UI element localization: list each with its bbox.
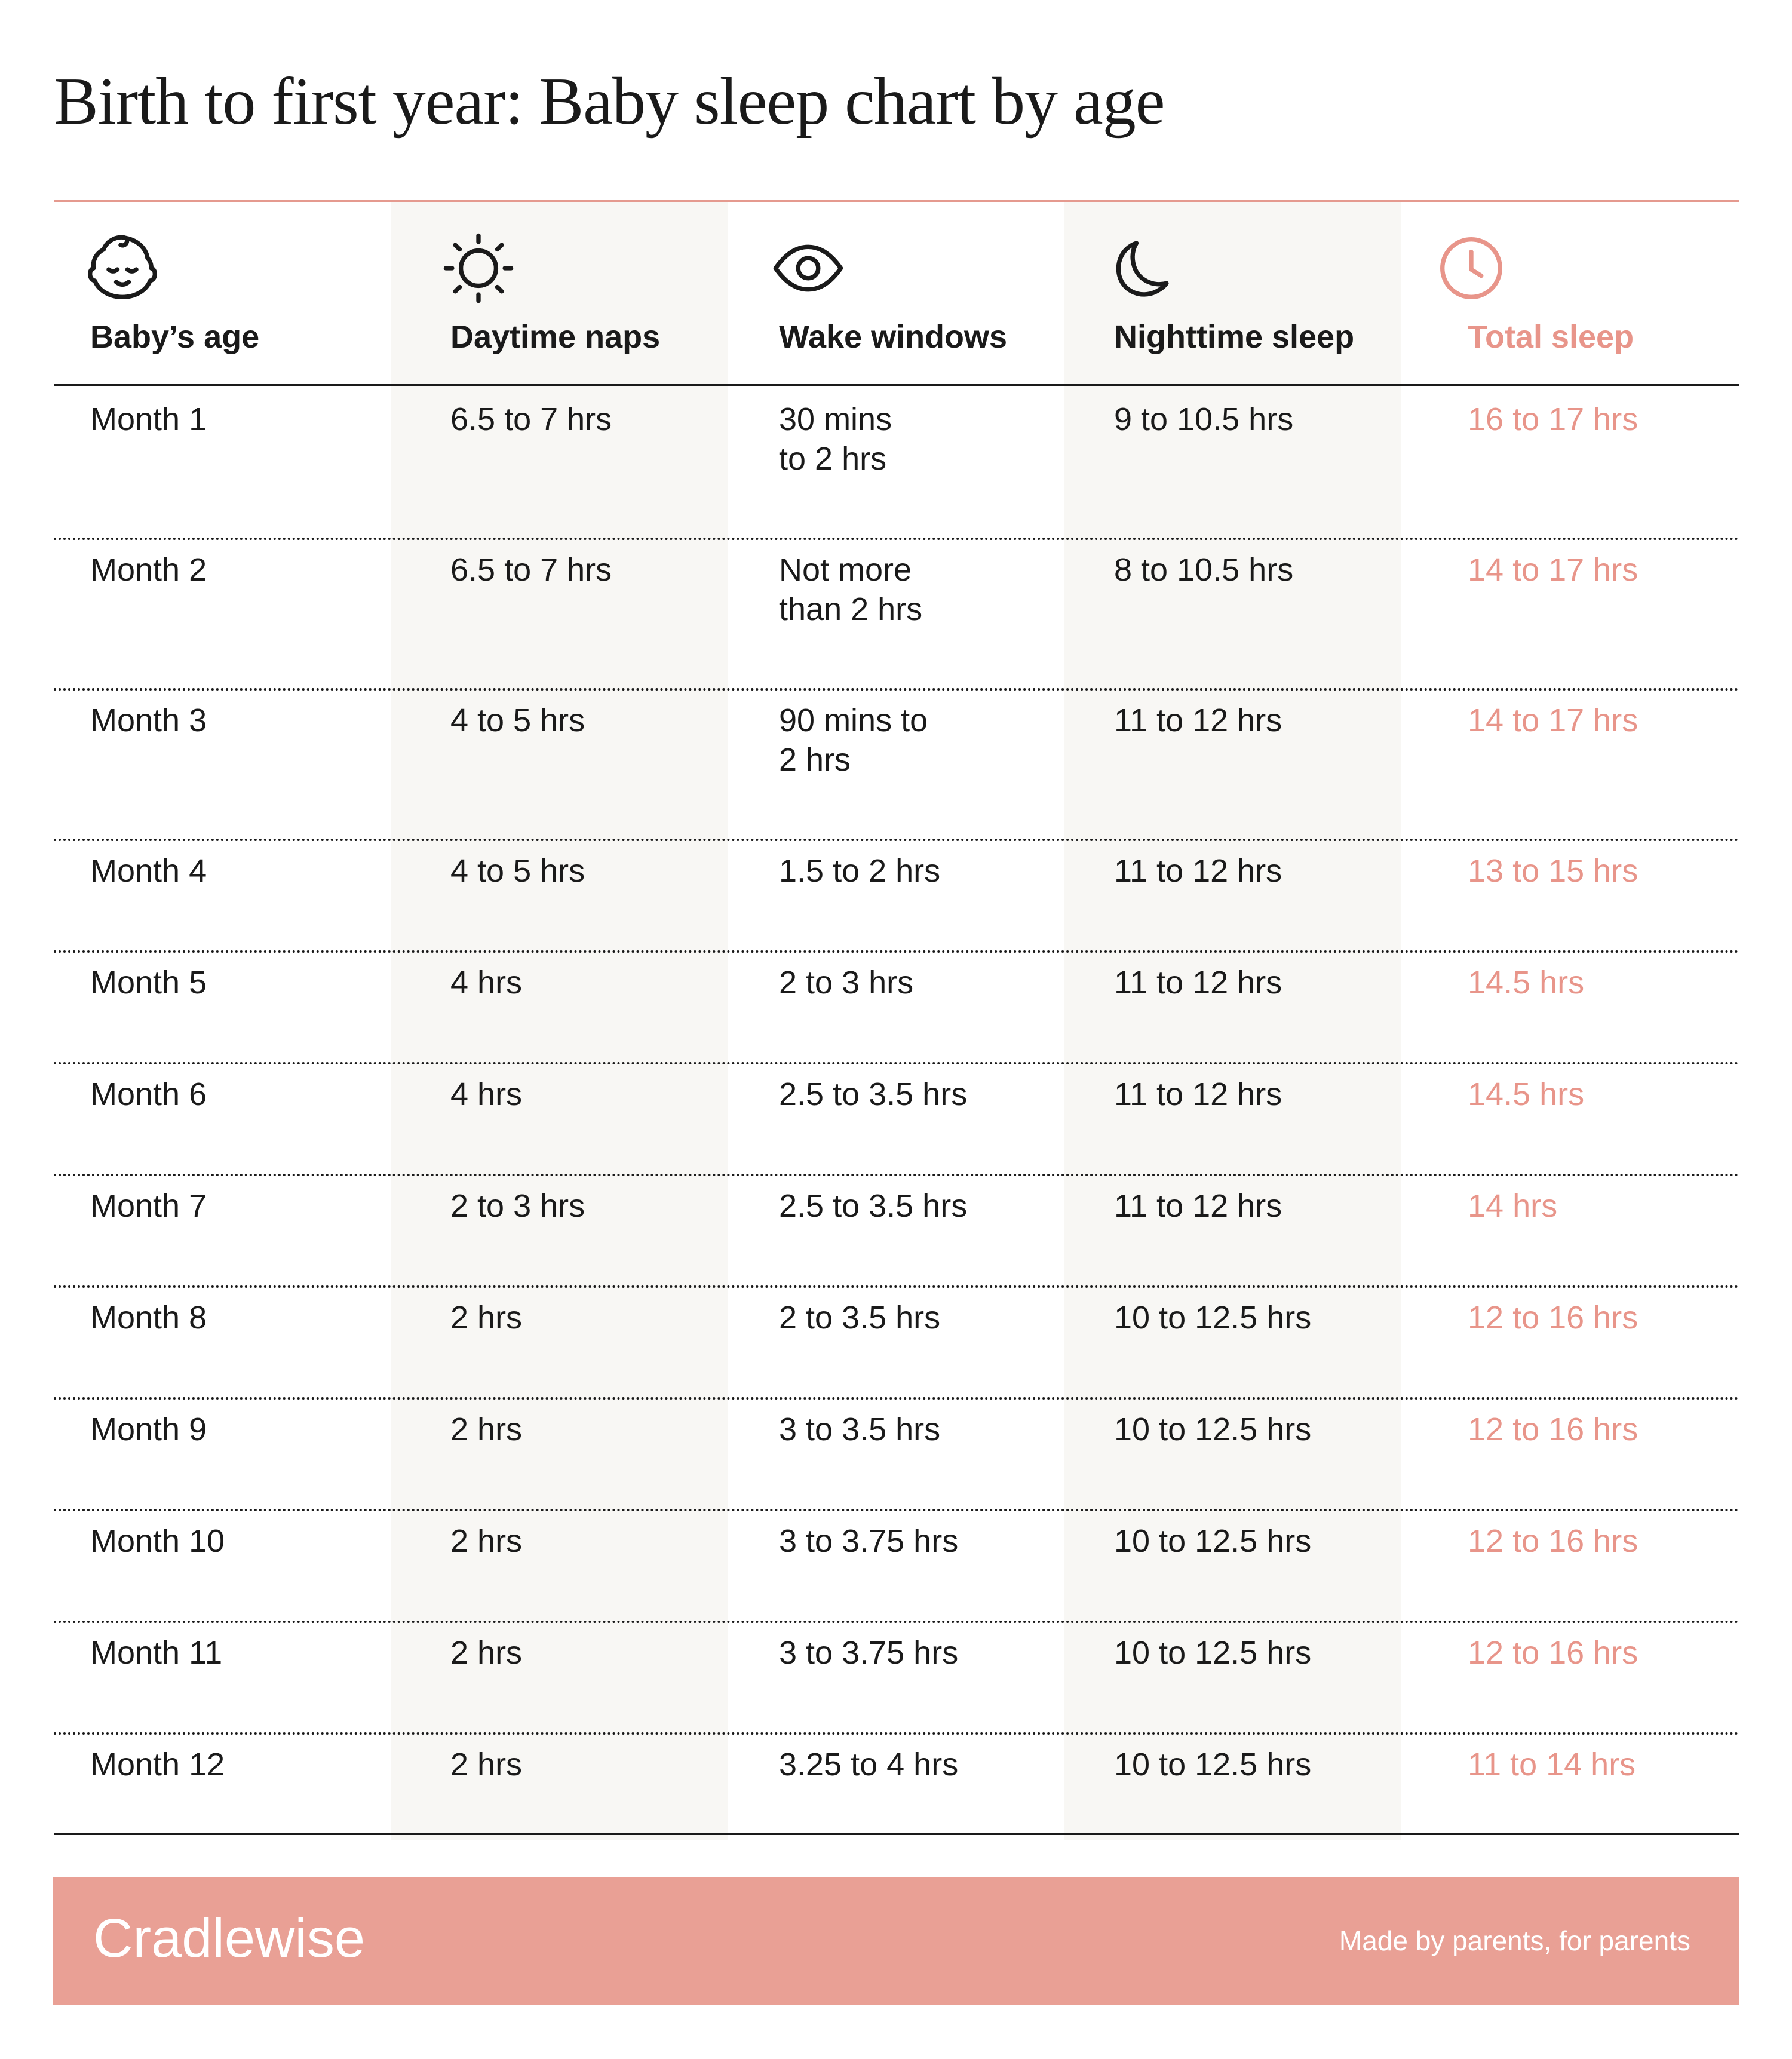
cell-line: to 2 hrs — [779, 441, 887, 477]
cell-wake-windows: 3 to 3.75 hrs — [779, 1635, 959, 1671]
column-header-daytime-naps: Daytime naps — [450, 319, 661, 355]
row-divider — [54, 1174, 1739, 1176]
cell-total-sleep: 12 to 16 hrs — [1468, 1300, 1638, 1336]
cell-nighttime-sleep: 11 to 12 hrs — [1114, 965, 1282, 1001]
cell-total-sleep: 13 to 15 hrs — [1468, 853, 1638, 889]
row-divider — [54, 839, 1739, 841]
row-divider — [54, 950, 1739, 953]
cell-daytime-naps: 2 hrs — [450, 1300, 523, 1336]
shaded-column-daytime-naps — [391, 202, 728, 1840]
row-divider — [54, 1062, 1739, 1064]
cell-age: Month 2 — [90, 552, 207, 588]
cell-total-sleep: 11 to 14 hrs — [1468, 1747, 1636, 1782]
clock-icon — [1434, 231, 1509, 306]
cell-daytime-naps: 2 hrs — [450, 1411, 523, 1447]
cell-nighttime-sleep: 10 to 12.5 hrs — [1114, 1411, 1312, 1447]
cell-age: Month 5 — [90, 965, 207, 1001]
cell-age: Month 6 — [90, 1076, 207, 1112]
cell-daytime-naps: 6.5 to 7 hrs — [450, 552, 612, 588]
row-divider — [54, 538, 1739, 540]
footer-tagline: Made by parents, for parents — [1339, 1925, 1690, 1956]
cell-total-sleep: 16 to 17 hrs — [1468, 401, 1638, 437]
sun-icon — [441, 231, 516, 306]
cell-age: Month 7 — [90, 1188, 207, 1224]
cell-daytime-naps: 2 hrs — [450, 1635, 523, 1671]
cell-daytime-naps: 4 hrs — [450, 1076, 523, 1112]
cell-age: Month 12 — [90, 1747, 225, 1782]
cell-wake-windows: 2.5 to 3.5 hrs — [779, 1076, 968, 1112]
cell-total-sleep: 14 to 17 hrs — [1468, 552, 1638, 588]
cell-nighttime-sleep: 10 to 12.5 hrs — [1114, 1747, 1312, 1782]
column-header-babys-age: Baby’s age — [90, 319, 260, 355]
eye-icon — [771, 231, 846, 306]
cell-wake-windows: 1.5 to 2 hrs — [779, 853, 941, 889]
cell-wake-windows: 2 to 3 hrs — [779, 965, 914, 1001]
cell-total-sleep: 12 to 16 hrs — [1468, 1635, 1638, 1671]
cell-total-sleep: 14.5 hrs — [1468, 965, 1585, 1001]
cell-age: Month 1 — [90, 401, 207, 437]
cell-wake-windows: 3.25 to 4 hrs — [779, 1747, 959, 1782]
cell-age: Month 4 — [90, 853, 207, 889]
cell-wake-windows — [779, 550, 922, 629]
cell-wake-windows — [779, 400, 892, 478]
cell-total-sleep: 14.5 hrs — [1468, 1076, 1585, 1112]
cell-age: Month 8 — [90, 1300, 207, 1336]
cell-nighttime-sleep: 8 to 10.5 hrs — [1114, 552, 1294, 588]
row-divider — [54, 1509, 1739, 1511]
cell-line: 2 hrs — [779, 742, 851, 778]
footer-banner — [53, 1877, 1739, 2005]
cell-nighttime-sleep: 11 to 12 hrs — [1114, 702, 1282, 738]
cell-line: 30 mins — [779, 401, 892, 437]
page-title: Birth to first year: Baby sleep chart by age — [54, 65, 1165, 139]
cell-daytime-naps: 4 hrs — [450, 965, 523, 1001]
cell-daytime-naps: 2 hrs — [450, 1747, 523, 1782]
column-header-nighttime-sleep: Nighttime sleep — [1114, 319, 1355, 355]
cell-daytime-naps: 2 to 3 hrs — [450, 1188, 585, 1224]
row-divider — [54, 1397, 1739, 1400]
table-top-rule — [54, 200, 1739, 202]
row-divider — [54, 688, 1739, 691]
shaded-column-nighttime-sleep — [1064, 202, 1401, 1840]
cell-total-sleep: 12 to 16 hrs — [1468, 1523, 1638, 1559]
column-header-wake-windows: Wake windows — [779, 319, 1008, 355]
cell-line: Not more — [779, 552, 912, 588]
cell-wake-windows — [779, 701, 928, 780]
cell-daytime-naps: 2 hrs — [450, 1523, 523, 1559]
cell-total-sleep: 14 to 17 hrs — [1468, 702, 1638, 738]
row-divider — [54, 1732, 1739, 1735]
brand-logo: Cradlewise — [93, 1908, 366, 1969]
cell-age: Month 3 — [90, 702, 207, 738]
cell-nighttime-sleep: 11 to 12 hrs — [1114, 1188, 1282, 1224]
row-divider — [54, 1285, 1739, 1288]
cell-nighttime-sleep: 11 to 12 hrs — [1114, 853, 1282, 889]
cell-nighttime-sleep: 10 to 12.5 hrs — [1114, 1635, 1312, 1671]
cell-nighttime-sleep: 10 to 12.5 hrs — [1114, 1300, 1312, 1336]
row-divider — [54, 1621, 1739, 1623]
cell-nighttime-sleep: 11 to 12 hrs — [1114, 1076, 1282, 1112]
baby-face-icon — [85, 231, 160, 306]
cell-wake-windows: 2.5 to 3.5 hrs — [779, 1188, 968, 1224]
cell-age: Month 9 — [90, 1411, 207, 1447]
cell-line: 90 mins to — [779, 702, 928, 738]
cell-wake-windows: 3 to 3.5 hrs — [779, 1411, 941, 1447]
cell-nighttime-sleep: 9 to 10.5 hrs — [1114, 401, 1294, 437]
cell-total-sleep: 12 to 16 hrs — [1468, 1411, 1638, 1447]
cell-wake-windows: 2 to 3.5 hrs — [779, 1300, 941, 1336]
header-rule — [54, 384, 1739, 386]
cell-daytime-naps: 6.5 to 7 hrs — [450, 401, 612, 437]
sleep-table — [54, 200, 1739, 1840]
cell-daytime-naps: 4 to 5 hrs — [450, 702, 585, 738]
column-header-total-sleep: Total sleep — [1468, 319, 1634, 355]
table-bottom-rule — [54, 1833, 1739, 1835]
cell-age: Month 11 — [90, 1635, 223, 1671]
cell-wake-windows: 3 to 3.75 hrs — [779, 1523, 959, 1559]
cell-daytime-naps: 4 to 5 hrs — [450, 853, 585, 889]
cell-line: than 2 hrs — [779, 591, 923, 627]
cell-total-sleep: 14 hrs — [1468, 1188, 1558, 1224]
moon-icon — [1105, 231, 1180, 306]
cell-age: Month 10 — [90, 1523, 225, 1559]
cell-nighttime-sleep: 10 to 12.5 hrs — [1114, 1523, 1312, 1559]
